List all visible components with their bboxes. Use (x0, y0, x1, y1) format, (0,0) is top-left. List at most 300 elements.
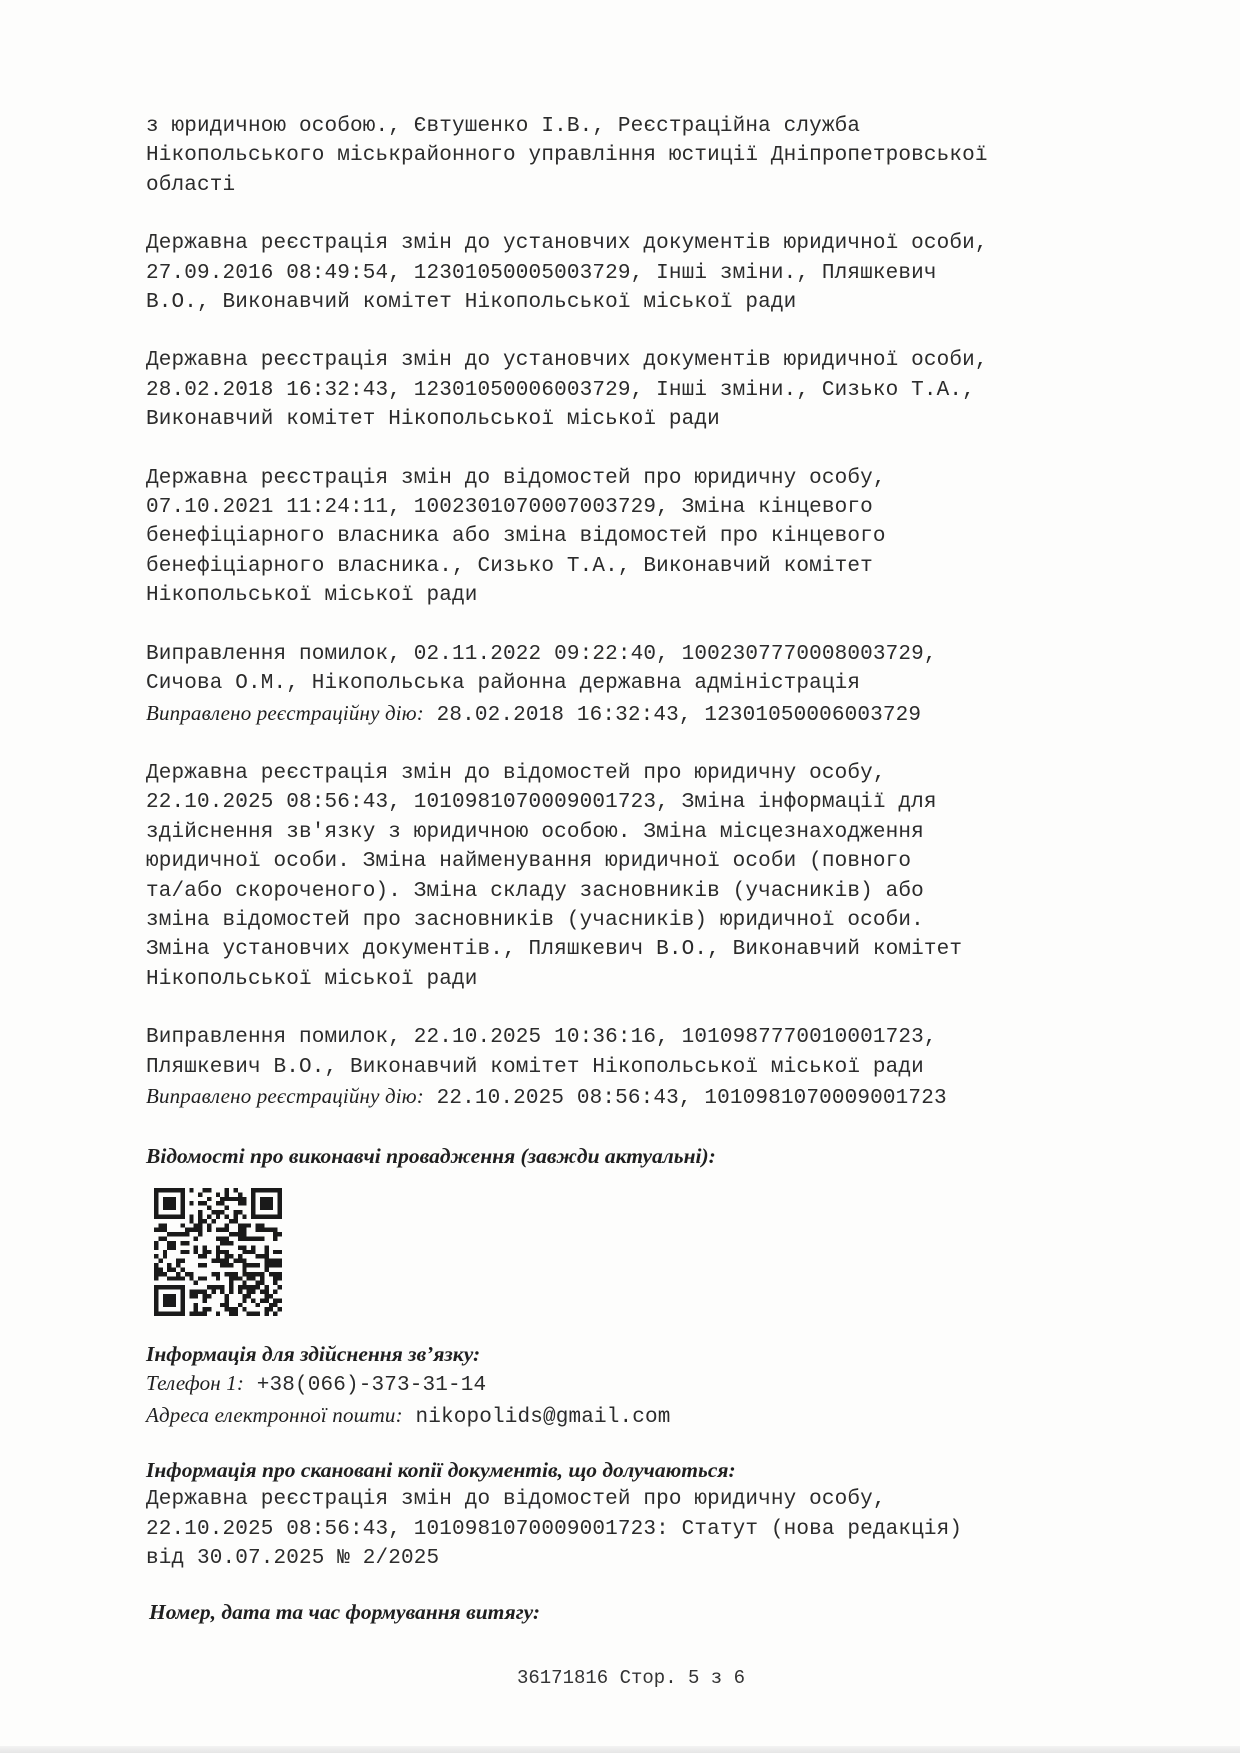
qr-module (273, 1258, 277, 1262)
qr-module (269, 1201, 273, 1205)
qr-module (264, 1214, 268, 1218)
qr-module (185, 1232, 189, 1236)
qr-module (216, 1214, 220, 1218)
corrected-action-value: 22.10.2025 08:56:43, 1010981070009001723 (423, 1086, 947, 1110)
qr-module (278, 1192, 282, 1196)
qr-module (154, 1298, 158, 1302)
qr-module (167, 1276, 171, 1280)
qr-module (180, 1223, 184, 1227)
qr-module (229, 1254, 233, 1258)
qr-module (189, 1272, 193, 1276)
qr-module (264, 1289, 268, 1293)
qr-module (269, 1205, 273, 1209)
qr-module (273, 1276, 277, 1280)
qr-module (211, 1285, 215, 1289)
qr-module (233, 1276, 237, 1280)
qr-module (278, 1201, 282, 1205)
qr-module (269, 1272, 273, 1276)
qr-module (216, 1245, 220, 1249)
qr-module (278, 1214, 282, 1218)
qr-module (203, 1298, 207, 1302)
qr-module (264, 1201, 268, 1205)
qr-module (278, 1285, 282, 1289)
qr-module (207, 1285, 211, 1289)
qr-module (167, 1205, 171, 1209)
qr-module (260, 1201, 264, 1205)
qr-module (225, 1188, 229, 1192)
qr-module (203, 1201, 207, 1205)
qr-module (225, 1241, 229, 1245)
qr-module (256, 1223, 260, 1227)
record-line: Виправлення помилок, 22.10.2025 10:36:16, 1010987770010001723, (146, 1026, 937, 1050)
qr-module (154, 1254, 158, 1258)
qr-module (163, 1201, 167, 1205)
qr-module (180, 1232, 184, 1236)
qr-module (273, 1311, 277, 1315)
qr-module (180, 1205, 184, 1209)
qr-module (176, 1276, 180, 1280)
qr-module (264, 1285, 268, 1289)
qr-module (203, 1276, 207, 1280)
qr-module (198, 1192, 202, 1196)
qr-module (247, 1294, 251, 1298)
qr-module (278, 1276, 282, 1280)
qr-module (167, 1241, 171, 1245)
qr-module (207, 1250, 211, 1254)
qr-module (225, 1307, 229, 1311)
qr-module (176, 1232, 180, 1236)
qr-module (273, 1280, 277, 1284)
qr-module (158, 1285, 162, 1289)
qr-module (167, 1294, 171, 1298)
qr-module (207, 1294, 211, 1298)
record-line: юридичної особи. Зміна найменування юридичної особи (повного (146, 850, 912, 874)
qr-module (154, 1272, 158, 1276)
record-line: Нікопольського міськрайонного управління юстиції Дніпропетровської (146, 144, 988, 168)
qr-module (269, 1258, 273, 1262)
record-line: Сичова О.М., Нікопольська районна державна адміністрація (146, 672, 861, 696)
qr-module (256, 1236, 260, 1240)
qr-module (256, 1311, 260, 1315)
qr-module (198, 1254, 202, 1258)
qr-module (264, 1188, 268, 1192)
qr-module (154, 1294, 158, 1298)
qr-module (163, 1197, 167, 1201)
qr-module (260, 1188, 264, 1192)
qr-module (273, 1298, 277, 1302)
qr-module (273, 1250, 277, 1254)
scan-line: Державна реєстрація змін до відомостей про юридичну особу, (146, 1488, 886, 1512)
qr-module (167, 1214, 171, 1218)
qr-module (216, 1258, 220, 1262)
qr-module (278, 1250, 282, 1254)
qr-module (233, 1197, 237, 1201)
qr-module (229, 1241, 233, 1245)
qr-module (167, 1285, 171, 1289)
qr-module (154, 1214, 158, 1218)
qr-module (211, 1272, 215, 1276)
qr-module (198, 1214, 202, 1218)
qr-module (242, 1298, 246, 1302)
qr-module (216, 1285, 220, 1289)
qr-module (247, 1236, 251, 1240)
qr-module (163, 1294, 167, 1298)
qr-module (229, 1263, 233, 1267)
qr-module (247, 1311, 251, 1315)
qr-module (203, 1294, 207, 1298)
record-line: Зміна установчих документів., Пляшкевич В.О., Виконавчий комітет (146, 938, 963, 962)
qr-module (225, 1298, 229, 1302)
qr-module (247, 1250, 251, 1254)
qr-module (247, 1289, 251, 1293)
qr-module (203, 1289, 207, 1293)
qr-module (172, 1232, 176, 1236)
qr-module (198, 1223, 202, 1227)
qr-module (194, 1236, 198, 1240)
qr-module (273, 1228, 277, 1232)
qr-module (238, 1232, 242, 1236)
qr-module (278, 1205, 282, 1209)
record-line: 22.10.2025 08:56:43, 1010981070009001723, Зміна інформації для (146, 791, 937, 815)
qr-module (256, 1254, 260, 1258)
qr-module (180, 1311, 184, 1315)
qr-module (207, 1188, 211, 1192)
qr-module (242, 1280, 246, 1284)
qr-module (278, 1197, 282, 1201)
qr-module (238, 1254, 242, 1258)
qr-module (238, 1289, 242, 1293)
email-value: nikopolids@gmail.com (402, 1405, 671, 1429)
qr-module (216, 1272, 220, 1276)
qr-module (172, 1267, 176, 1271)
qr-module (242, 1223, 246, 1227)
qr-module (194, 1280, 198, 1284)
record-line: Державна реєстрація змін до відомостей про юридичну особу, (146, 761, 886, 785)
qr-module (189, 1228, 193, 1232)
qr-module (256, 1272, 260, 1276)
qr-module (172, 1276, 176, 1280)
qr-module (238, 1201, 242, 1205)
page-bottom-edge (0, 1746, 1240, 1753)
qr-module (216, 1210, 220, 1214)
qr-module (225, 1214, 229, 1218)
qr-module (220, 1263, 224, 1267)
qr-module (225, 1250, 229, 1254)
qr-module (163, 1298, 167, 1302)
qr-module (238, 1197, 242, 1201)
qr-module (278, 1298, 282, 1302)
qr-module (278, 1188, 282, 1192)
extract-heading: Номер, дата та час формування витягу: (149, 1599, 541, 1624)
qr-module (163, 1285, 167, 1289)
qr-module (225, 1263, 229, 1267)
phone-value: +38(066)-373-31-14 (244, 1374, 487, 1398)
qr-module (172, 1214, 176, 1218)
qr-module (242, 1294, 246, 1298)
qr-module (225, 1228, 229, 1232)
corrected-action-line (146, 699, 1146, 730)
qr-module (251, 1285, 255, 1289)
qr-module (273, 1272, 277, 1276)
qr-module (260, 1276, 264, 1280)
record-line: Державна реєстрація змін до установчих документів юридичної особи, (146, 232, 988, 256)
qr-module (233, 1307, 237, 1311)
qr-module (163, 1228, 167, 1232)
qr-module (225, 1254, 229, 1258)
record-1 (146, 229, 1146, 317)
enforcement-heading: Відомості про виконавчі провадження (завжди актуальні): (146, 1144, 716, 1169)
qr-module (225, 1303, 229, 1307)
qr-module (180, 1258, 184, 1262)
qr-module (278, 1272, 282, 1276)
qr-module (229, 1285, 233, 1289)
qr-module (269, 1294, 273, 1298)
qr-module (158, 1311, 162, 1315)
qr-module (180, 1276, 184, 1280)
qr-module (189, 1311, 193, 1315)
qr-module (172, 1294, 176, 1298)
qr-module (264, 1311, 268, 1315)
qr-module (260, 1214, 264, 1218)
qr-module (154, 1245, 158, 1249)
qr-module (247, 1263, 251, 1267)
qr-module (180, 1289, 184, 1293)
record-5 (146, 759, 1146, 994)
qr-module (229, 1307, 233, 1311)
qr-module (260, 1236, 264, 1240)
qr-module (203, 1254, 207, 1258)
qr-module (260, 1298, 264, 1302)
qr-module (158, 1267, 162, 1271)
record-line: Нікопольської міської ради (146, 584, 478, 608)
qr-module (225, 1272, 229, 1276)
qr-module (154, 1210, 158, 1214)
qr-module (163, 1250, 167, 1254)
qr-module (167, 1311, 171, 1315)
qr-module (207, 1228, 211, 1232)
qr-module (264, 1197, 268, 1201)
qr-module (251, 1197, 255, 1201)
record-line: здійснення зв'язку з юридичною особою. Зміна місцезнаходження (146, 820, 924, 844)
qr-module (203, 1219, 207, 1223)
qr-module (256, 1214, 260, 1218)
qr-module (242, 1267, 246, 1271)
qr-module (180, 1214, 184, 1218)
qr-module (251, 1192, 255, 1196)
qr-module (203, 1307, 207, 1311)
qr-module (264, 1245, 268, 1249)
qr-module (203, 1263, 207, 1267)
qr-module (185, 1228, 189, 1232)
qr-module (180, 1250, 184, 1254)
qr-module (167, 1197, 171, 1201)
qr-module (158, 1258, 162, 1262)
qr-module (180, 1201, 184, 1205)
qr-module (167, 1298, 171, 1302)
qr-module (167, 1263, 171, 1267)
qr-module (278, 1258, 282, 1262)
scans-heading: Інформація про скановані копії документів, що долучаються: (146, 1458, 736, 1482)
qr-module (180, 1303, 184, 1307)
qr-module (154, 1197, 158, 1201)
qr-module (225, 1223, 229, 1227)
qr-module (242, 1197, 246, 1201)
qr-module (172, 1245, 176, 1249)
qr-module (264, 1307, 268, 1311)
qr-module (189, 1276, 193, 1280)
qr-module (260, 1254, 264, 1258)
corrected-action-line (146, 1082, 1146, 1113)
qr-module (194, 1245, 198, 1249)
qr-module (189, 1214, 193, 1218)
qr-module (256, 1188, 260, 1192)
qr-module (194, 1228, 198, 1232)
qr-module (180, 1298, 184, 1302)
record-line: Виправлення помилок, 02.11.2022 09:22:40, 1002307770008003729, (146, 642, 937, 666)
qr-module (154, 1276, 158, 1280)
qr-module (176, 1188, 180, 1192)
qr-module (189, 1294, 193, 1298)
qr-module (154, 1205, 158, 1209)
qr-module (225, 1205, 229, 1209)
corrected-action-value: 28.02.2018 16:32:43, 12301050006003729 (423, 703, 922, 727)
qr-module (247, 1223, 251, 1227)
qr-module (180, 1192, 184, 1196)
qr-module (154, 1267, 158, 1271)
qr-module (269, 1197, 273, 1201)
qr-module (154, 1289, 158, 1293)
qr-module (233, 1210, 237, 1214)
qr-module (198, 1289, 202, 1293)
qr-module (154, 1311, 158, 1315)
qr-module (264, 1228, 268, 1232)
qr-module (176, 1285, 180, 1289)
record-line: зміна відомостей про засновників (учасників) юридичної особи. (146, 908, 924, 932)
qr-module (163, 1272, 167, 1276)
qr-module (238, 1210, 242, 1214)
qr-module (278, 1263, 282, 1267)
qr-module (176, 1311, 180, 1315)
qr-module (242, 1272, 246, 1276)
qr-module (242, 1232, 246, 1236)
qr-module (251, 1205, 255, 1209)
qr-module (269, 1188, 273, 1192)
qr-module (158, 1272, 162, 1276)
qr-module (176, 1258, 180, 1262)
record-line: В.О., Виконавчий комітет Нікопольської міської ради (146, 291, 797, 315)
qr-module (238, 1258, 242, 1262)
qr-module (233, 1188, 237, 1192)
record-6 (146, 1023, 1146, 1113)
contact-heading: Інформація для здійснення зв’язку: (146, 1341, 481, 1366)
qr-module (180, 1210, 184, 1214)
qr-module (189, 1201, 193, 1205)
qr-module (220, 1201, 224, 1205)
qr-module (167, 1303, 171, 1307)
qr-module (233, 1219, 237, 1223)
record-line: Виконавчий комітет Нікопольської міської ради (146, 408, 720, 432)
qr-module (207, 1205, 211, 1209)
phone-line (146, 1369, 1146, 1400)
qr-module (211, 1289, 215, 1293)
scan-line: 22.10.2025 08:56:43, 1010981070009001723: Статут (нова редакція) (146, 1517, 963, 1541)
record-line: 07.10.2021 11:24:11, 1002301070007003729, Зміна кінцевого (146, 496, 873, 520)
qr-module (278, 1210, 282, 1214)
qr-module (203, 1311, 207, 1315)
qr-module (167, 1267, 171, 1271)
qr-module (167, 1245, 171, 1249)
record-line: бенефіціарного власника., Сизько Т.А., Виконавчий комітет (146, 554, 873, 578)
qr-module (211, 1258, 215, 1262)
qr-module (154, 1228, 158, 1232)
qr-module (198, 1276, 202, 1280)
corrected-action-label: Виправлено реєстраційну дію: (146, 1083, 424, 1108)
qr-module (229, 1311, 233, 1315)
qr-module (273, 1303, 277, 1307)
qr-module (269, 1228, 273, 1232)
qr-module (225, 1192, 229, 1196)
qr-module (198, 1210, 202, 1214)
record-line: та/або скороченого). Зміна складу засновників (учасників) або (146, 879, 924, 903)
qr-module (220, 1303, 224, 1307)
qr-module (167, 1232, 171, 1236)
qr-module (172, 1285, 176, 1289)
qr-module (207, 1307, 211, 1311)
qr-module (158, 1228, 162, 1232)
qr-module (220, 1285, 224, 1289)
qr-module (203, 1250, 207, 1254)
qr-module (220, 1258, 224, 1262)
qr-module (251, 1311, 255, 1315)
qr-module (167, 1188, 171, 1192)
qr-module (172, 1201, 176, 1205)
record-line: Пляшкевич В.О., Виконавчий комітет Нікопольської міської ради (146, 1055, 924, 1079)
qr-code-icon[interactable] (154, 1188, 282, 1316)
qr-module (238, 1303, 242, 1307)
qr-module (264, 1250, 268, 1254)
qr-module (198, 1263, 202, 1267)
qr-module (260, 1223, 264, 1227)
qr-module (229, 1276, 233, 1280)
qr-module (194, 1303, 198, 1307)
qr-module (247, 1285, 251, 1289)
qr-module (154, 1192, 158, 1196)
qr-module (172, 1188, 176, 1192)
qr-module (207, 1214, 211, 1218)
qr-module (198, 1228, 202, 1232)
qr-module (229, 1232, 233, 1236)
qr-module (198, 1219, 202, 1223)
qr-module (251, 1236, 255, 1240)
record-line: області (146, 173, 236, 197)
qr-module (172, 1303, 176, 1307)
qr-module (216, 1311, 220, 1315)
qr-module (194, 1307, 198, 1311)
qr-module (251, 1188, 255, 1192)
qr-module (172, 1241, 176, 1245)
qr-module (264, 1298, 268, 1302)
qr-module (163, 1311, 167, 1315)
email-label: Адреса електронної пошти: (146, 1402, 403, 1427)
qr-module (216, 1236, 220, 1240)
qr-module (251, 1263, 255, 1267)
qr-module (220, 1250, 224, 1254)
qr-module (176, 1214, 180, 1218)
qr-module (238, 1223, 242, 1227)
qr-module (229, 1197, 233, 1201)
qr-module (216, 1228, 220, 1232)
record-4 (146, 640, 1146, 730)
